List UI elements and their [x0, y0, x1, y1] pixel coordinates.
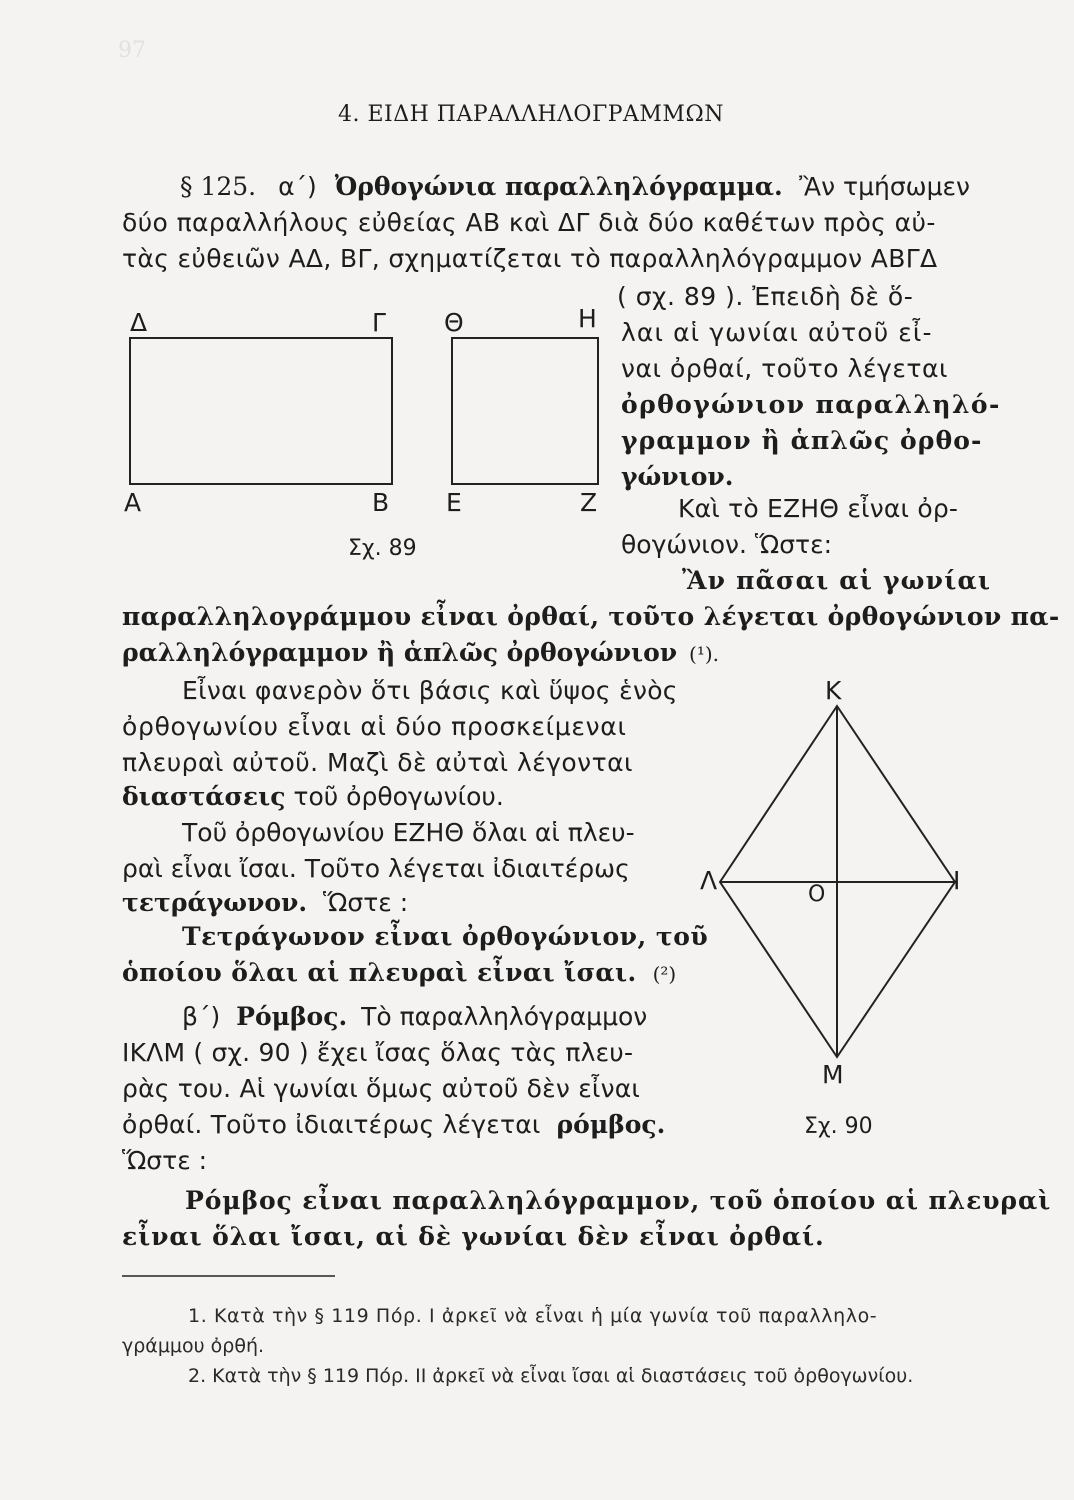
para-dims-1: Εἶναι φανερὸν ὅτι βάσις καὶ ὕψος ἑνὸς: [182, 676, 678, 705]
label-iota: Ι: [953, 866, 961, 895]
square-ezht: [452, 338, 598, 484]
text: Τὸ παραλληλόγραμμον: [361, 1002, 648, 1031]
label-beta: Β: [372, 488, 390, 517]
term-rectangles: Ὀρθογώνια παραλληλόγραμμα.: [334, 172, 783, 201]
para-square-2: ραὶ εἶναι ἴσαι. Τοῦτο λέγεται ἰδιαιτέρως: [122, 854, 630, 883]
rhombus-line-5: Ὥστε :: [122, 1146, 208, 1175]
page-number: 97: [118, 38, 146, 63]
right-col-3: ναι ὀρθαί, τοῦτο λέγεται: [621, 354, 949, 383]
text: Ἂν τμήσωμεν: [799, 172, 970, 201]
term-rhombus: Ρόμβος.: [236, 1002, 348, 1031]
label-theta: Θ: [444, 308, 464, 337]
definition-1-start: Ἂν πᾶσαι αἱ γωνίαι: [682, 566, 992, 595]
text: ὁποίου ὅλαι αἱ πλευραὶ εἶναι ἴσαι.: [122, 958, 637, 987]
section-heading: 4. ΕΙΔΗ ΠΑΡΑΛΛΗΛΟΓΡΑΜΜΩΝ: [338, 102, 724, 127]
definition-2-line-1: Τετράγωνον εἶναι ὀρθογώνιον, τοῦ: [182, 922, 709, 951]
item-label: α΄): [278, 172, 317, 201]
label-lambda: Λ: [700, 866, 718, 895]
para-dims-3: πλευραὶ αὐτοῦ. Μαζὶ δὲ αὐταὶ λέγονται: [122, 748, 633, 777]
rectangle-abgd: [130, 338, 392, 484]
text: Ὥστε :: [323, 888, 409, 917]
definition-rhombus-2: εἶναι ὅλαι ἴσαι, αἱ δὲ γωνίαι δὲν εἶναι ὀρθαί.: [122, 1222, 825, 1251]
definition-1-line-2: παραλληλογράμμου εἶναι ὀρθαί, τοῦτο λέγεται ὀρθογώνιον πα-: [122, 602, 1060, 631]
right-col-8: θογώνιον. Ὥστε:: [621, 530, 833, 559]
text: ὀρθαί. Τοῦτο ἰδιαιτέρως λέγεται: [122, 1110, 541, 1139]
label-alpha: Α: [124, 488, 142, 517]
term-square: τετράγωνον.: [122, 888, 308, 917]
right-col-6: γώνιον.: [621, 462, 734, 491]
text: ραλληλόγραμμον ἢ ἁπλῶς ὀρθογώνιον: [122, 638, 678, 667]
figure-90-caption: Σχ. 90: [804, 1114, 873, 1139]
footnote-1-line-1: 1. Κατὰ τὴν § 119 Πόρ. Ι ἀρκεῖ νὰ εἶναι ἡ μία γωνία τοῦ παραλληλο-: [188, 1305, 878, 1327]
label-kappa: Κ: [825, 676, 842, 705]
item-label: β΄): [182, 1002, 221, 1031]
figure-89-caption: Σχ. 89: [348, 536, 417, 561]
label-mu: Μ: [822, 1060, 844, 1089]
section-number: § 125.: [180, 172, 257, 201]
footnote-ref-1: (¹).: [689, 642, 720, 666]
label-omicron: Ο: [808, 882, 826, 907]
label-zeta: Ζ: [580, 488, 598, 517]
text: τοῦ ὀρθογωνίου.: [293, 782, 504, 811]
right-col-7: Καὶ τὸ ΕΖΗΘ εἶναι ὀρ-: [678, 494, 959, 523]
right-col-5: γραμμον ἢ ἁπλῶς ὀρθο-: [621, 426, 983, 455]
label-epsilon: Ε: [446, 488, 462, 517]
para-125-line-2: δύο παραλλήλους εὐθείας ΑΒ καὶ ΔΓ διὰ δύο καθέτων πρὸς αὐ-: [122, 208, 936, 237]
rhombus-line-2: ΙΚΛΜ ( σχ. 90 ) ἔχει ἴσας ὅλας τὰς πλευ-: [122, 1038, 634, 1067]
para-dims-2: ὀρθογωνίου εἶναι αἱ δύο προσκείμεναι: [122, 712, 627, 741]
footnote-1-line-2: γράμμου ὀρθή.: [122, 1335, 265, 1357]
label-gamma: Γ: [372, 308, 386, 337]
footnote-2: 2. Κατὰ τὴν § 119 Πόρ. ΙΙ ἀρκεῖ νὰ εἶναι ἴσαι αἱ διαστάσεις τοῦ ὀρθογωνίου.: [188, 1365, 914, 1387]
label-delta: Δ: [130, 308, 148, 337]
footnote-ref-2: (²): [652, 962, 677, 986]
term-dimensions: διαστάσεις: [122, 782, 286, 811]
para-square-1: Τοῦ ὀρθογωνίου ΕΖΗΘ ὅλαι αἱ πλευ-: [182, 818, 635, 847]
term-rhombus-2: ρόμβος.: [556, 1110, 666, 1139]
label-eta: Η: [578, 304, 597, 333]
right-col-4: ὀρθογώνιον παραλληλό-: [621, 390, 1001, 419]
right-col-1: ( σχ. 89 ). Ἐπειδὴ δὲ ὅ-: [617, 282, 914, 311]
definition-rhombus-1: Ρόμβος εἶναι παραλληλόγραμμον, τοῦ ὁποίου αἱ πλευραὶ: [185, 1186, 1052, 1215]
para-125-line-3: τὰς εὐθειῶν ΑΔ, ΒΓ, σχηματίζεται τὸ παραλληλόγραμμον ΑΒΓΔ: [122, 244, 938, 273]
right-col-2: λαι αἱ γωνίαι αὐτοῦ εἶ-: [621, 318, 933, 347]
rhombus-line-3: ρὰς του. Αἱ γωνίαι ὅμως αὐτοῦ δὲν εἶναι: [122, 1074, 641, 1103]
